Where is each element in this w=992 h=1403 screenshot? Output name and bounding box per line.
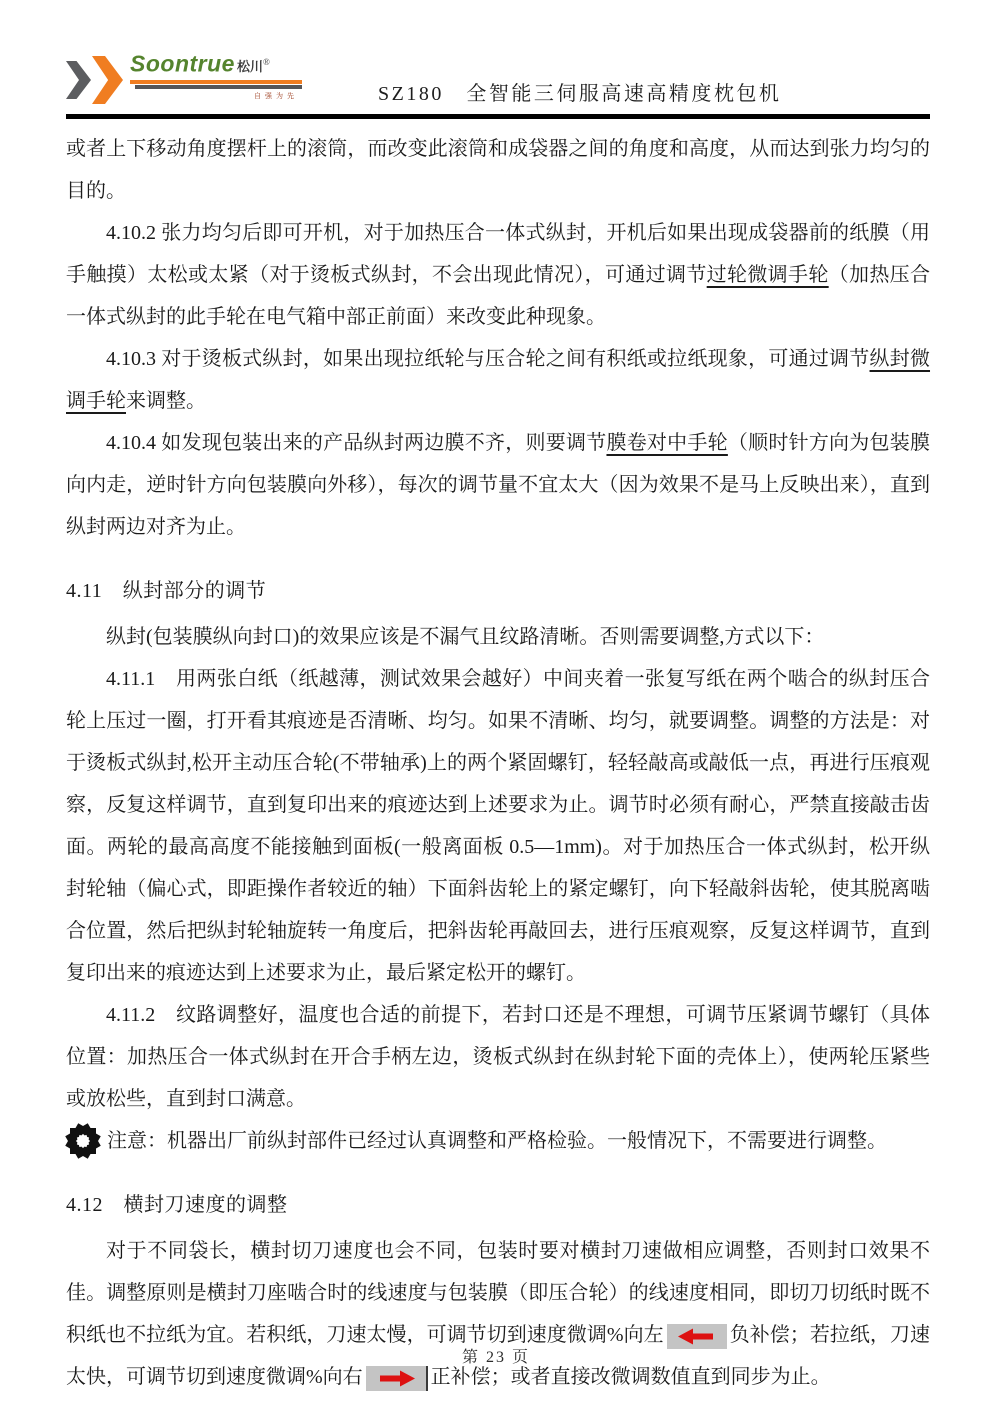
document-body	[66, 128, 930, 1398]
paragraph: 4.11.2 纹路调整好，温度也合适的前提下，若封口还是不理想，可调节压紧调节螺钉（具体位置：加热压合一体式纵封在开合手柄左边，烫板式纵封在纵封轮下面的壳体上），使两轮压紧些或放松些，直到封口满意。	[66, 1004, 930, 1110]
page-number: 第 23 页	[461, 1349, 530, 1366]
brand-slogan: 自强为先	[254, 92, 298, 101]
paragraph: 对于不同袋长，横封切刀速度也会不同，包装时要对横封刀速做相应调整，否则封口效果不佳。调整原则是横封刀座啮合时的线速度与包装膜（即压合轮）的线速度相同，即切刀切纸时既不积纸也不拉纸为宜。若积纸，刀速太慢，可调节切到速度微调%向左 负补偿；若拉纸，刀速太快，可调节切到速度微调%向右 正补偿；或者直接改微调数值直到同步为止。	[66, 1230, 930, 1398]
note-text: 注意：机器出厂前纵封部件已经过认真调整和严格检验。一般情况下，不需要进行调整。	[107, 1130, 887, 1152]
logo-stripe-gray	[135, 85, 302, 89]
brand-name-cn: 松川	[236, 59, 263, 75]
underlined-term: 过轮微调手轮	[706, 264, 829, 286]
registered-mark-icon: ®	[262, 57, 270, 67]
page-footer	[0, 1344, 992, 1367]
paragraph: 4.10.2 张力均匀后即可开机，对于加热压合一体式纵封，开机后如果出现成袋器前的纸膜（用手触摸）太松或太紧（对于烫板式纵封，不会出现此情况），可通过调节过轮微调手轮（加热压合一体式纵封的此手轮在电气箱中部正前面）来改变此种现象。	[66, 222, 931, 328]
page-header	[66, 46, 930, 110]
chevron-icon	[92, 56, 123, 104]
underlined-term: 膜卷对中手轮	[606, 432, 728, 454]
arrow-right-icon	[366, 1366, 428, 1391]
document-title: SZ180 全智能三伺服高速高精度枕包机	[378, 83, 782, 105]
paragraph: 纵封(包装膜纵向封口)的效果应该是不漏气且纹路清晰。否则需要调整,方式以下：	[106, 626, 825, 648]
brand-line	[130, 50, 302, 79]
paragraph: 4.10.3 对于烫板式纵封，如果出现拉纸轮与压合轮之间有积纸或拉纸现象，可通过调节纵封微调手轮来调整。	[66, 348, 931, 412]
brand-logo	[66, 46, 306, 110]
section-heading: 4.12 横封刀速度的调整	[66, 1194, 288, 1216]
brand-name: Soontrue	[130, 50, 235, 77]
chevron-icon	[66, 61, 91, 99]
note-line	[66, 1120, 930, 1162]
paragraph: 4.10.4 如发现包装出来的产品纵封两边膜不齐，则要调节膜卷对中手轮（顺时针方向为包装膜向内走，逆时针方向包装膜向外移），每次的调节量不宜太大（因为效果不是马上反映出来），直到纵封两边对齐为止。	[66, 432, 931, 538]
section-heading: 4.11 纵封部分的调节	[66, 580, 267, 602]
underlined-term: 纵封微调手轮	[66, 348, 931, 412]
logo-stripe-orange	[130, 80, 302, 84]
brand-lockup	[130, 50, 302, 100]
paragraph: 4.11.1 用两张白纸（纸越薄，测试效果会越好）中间夹着一张复写纸在两个啮合的纵封压合轮上压过一圈，打开看其痕迹是否清晰、均匀。如果不清晰、均匀，就要调整。调整的方法是：对于烫板式纵封,松开主动压合轮(不带轴承)上的两个紧固螺钉，轻轻敲高或敲低一点，再进行压痕观察，反复这样调节，直到复印出来的痕迹达到上述要求为止。调节时必须有耐心，严禁直接敲击齿面。两轮的最高高度不能接触到面板(一般离面板 0.5—1mm)。对于加热压合一体式纵封，松开纵封轮轴（偏心式，即距操作者较近的轴）下面斜齿轮上的紧定螺钉，向下轻敲斜齿轮，使其脱离啮合位置，然后把纵封轮轴旋转一角度后，把斜齿轮再敲回去，进行压痕观察，反复这样调节，直到复印出来的痕迹达到上述要求为止，最后紧定松开的螺钉。	[66, 668, 930, 984]
burst-icon	[66, 1124, 100, 1158]
paragraph: 或者上下移动角度摆杆上的滚筒，而改变此滚筒和成袋器之间的角度和高度，从而达到张力均匀的目的。	[66, 138, 930, 202]
header-rule	[66, 114, 930, 119]
